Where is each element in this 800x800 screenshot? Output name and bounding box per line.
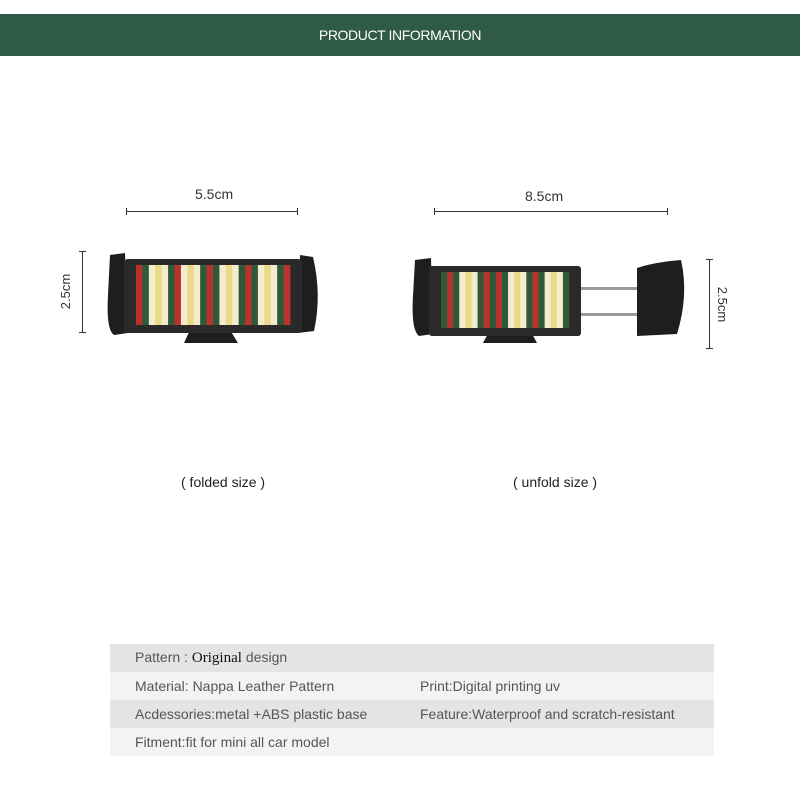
folded-stripe — [277, 265, 284, 325]
unfolded-stripe — [526, 272, 533, 328]
unfolded-stripe — [484, 272, 491, 328]
folded-stripe — [232, 265, 239, 325]
unfolded-caption: ( unfold size ) — [513, 474, 598, 490]
folded-stripe — [187, 265, 194, 325]
spec-row-accessories — [110, 700, 714, 728]
folded-stripe — [264, 265, 271, 325]
folded-stripe — [142, 265, 149, 325]
folded-stripe — [149, 265, 156, 325]
unfolded-clip-image — [405, 250, 695, 355]
unfolded-width-label: 8.5cm — [525, 188, 564, 204]
unfolded-stripe — [465, 272, 472, 328]
spec-pattern-prefix: Pattern : — [135, 649, 188, 665]
unfolded-stripe — [447, 272, 454, 328]
folded-width-line — [126, 211, 298, 212]
folded-stripe-pattern — [136, 265, 290, 325]
spec-row-material — [110, 672, 714, 700]
folded-stripe — [181, 265, 188, 325]
unfolded-stripe — [459, 272, 466, 328]
folded-caption: ( folded size ) — [181, 474, 266, 490]
folded-height-line — [82, 251, 83, 333]
folded-stripe — [219, 265, 226, 325]
spec-table — [110, 644, 714, 756]
folded-stripe — [168, 265, 175, 325]
unfolded-stripe — [514, 272, 521, 328]
unfolded-stripe — [441, 272, 448, 328]
unfolded-stripe — [563, 272, 570, 328]
folded-stripe — [207, 265, 214, 325]
folded-stripe — [213, 265, 220, 325]
spec-pattern-value: Original — [191, 650, 242, 666]
spec-pattern-suffix: design — [245, 649, 288, 665]
spec-accessories: Acdessories:metal +ABS plastic base — [135, 706, 368, 722]
unfolded-stripe — [520, 272, 527, 328]
unfolded-stripe — [545, 272, 552, 328]
spec-row-pattern — [110, 644, 714, 672]
spec-fitment: Fitment:fit for mini all car model — [135, 734, 330, 750]
folded-stripe — [200, 265, 207, 325]
unfolded-height-label: 2.5cm — [715, 286, 731, 323]
folded-stripe — [245, 265, 252, 325]
folded-stripe — [226, 265, 233, 325]
unfolded-stripe — [478, 272, 485, 328]
product-info-banner — [0, 14, 800, 56]
folded-stripe — [136, 265, 143, 325]
folded-stripe — [175, 265, 182, 325]
folded-stripe — [194, 265, 201, 325]
unfolded-stripe — [532, 272, 539, 328]
unfolded-stripe-pattern — [441, 272, 569, 328]
folded-stripe — [239, 265, 246, 325]
spec-material: Material: Nappa Leather Pattern — [135, 678, 335, 694]
spec-print: Print:Digital printing uv — [420, 678, 561, 694]
unfolded-stripe — [490, 272, 497, 328]
unfolded-stripe — [551, 272, 558, 328]
folded-stripe — [258, 265, 265, 325]
unfolded-width-line — [434, 211, 668, 212]
unfolded-stripe — [508, 272, 515, 328]
spec-feature: Feature:Waterproof and scratch-resistant — [420, 706, 675, 722]
folded-stripe — [252, 265, 259, 325]
folded-stripe — [284, 265, 291, 325]
unfolded-stripe — [557, 272, 564, 328]
unfolded-stripe — [502, 272, 509, 328]
folded-stripe — [155, 265, 162, 325]
unfolded-height-line — [709, 259, 710, 349]
folded-width-label: 5.5cm — [195, 186, 234, 202]
spec-pattern — [110, 649, 420, 667]
spec-row-fitment — [110, 728, 714, 756]
unfolded-stripe — [453, 272, 460, 328]
unfolded-clip-right-arm — [637, 260, 684, 336]
folded-stripe — [162, 265, 169, 325]
folded-stripe — [271, 265, 278, 325]
unfolded-stripe — [539, 272, 546, 328]
banner-title: PRODUCT INFORMATION — [318, 27, 482, 43]
folded-clip-image — [100, 245, 330, 355]
unfolded-stripe — [471, 272, 478, 328]
folded-height-label: 2.5cm — [58, 273, 74, 310]
unfolded-stripe — [496, 272, 503, 328]
